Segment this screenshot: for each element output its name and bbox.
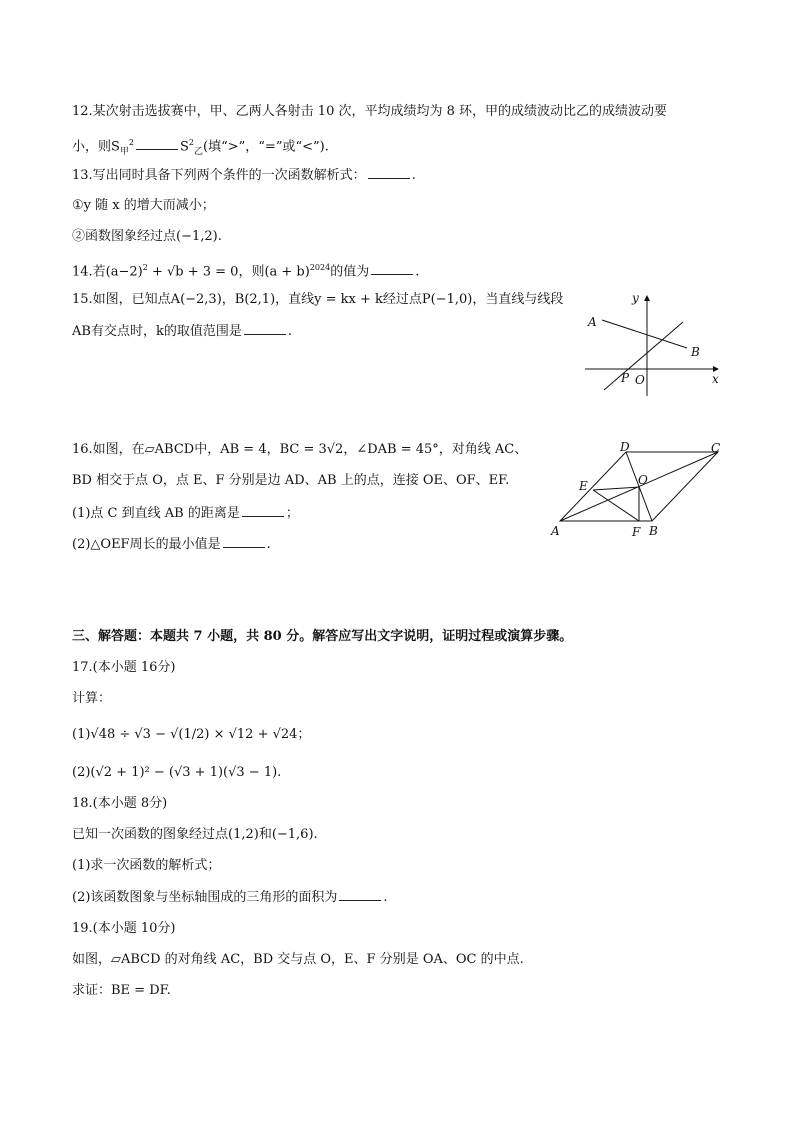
q15-answer-blank[interactable] <box>244 322 286 335</box>
q18-end: . <box>383 890 388 905</box>
label-y: y <box>632 291 639 305</box>
q12-sub-jia: 甲 <box>119 146 129 157</box>
q16-part1-blank[interactable] <box>242 504 284 517</box>
q16-part1 <box>72 504 299 523</box>
q18-part2 <box>72 888 388 907</box>
q15-end: . <box>287 324 292 339</box>
q14-exponent: 2024 <box>309 263 331 272</box>
q15-line2 <box>72 322 292 341</box>
q12-line2: 小，则$S_甲^2$ $S^2_乙$(填“>”，“=”或“<”). <box>72 138 329 157</box>
q18-answer-blank[interactable] <box>339 888 381 901</box>
q16-part1-text: (1)点 C 到直线 AB 的距离是 <box>72 506 240 521</box>
q13-line1 <box>72 166 416 185</box>
q14-text-b: + √b + 3 = 0，则(a + b) <box>147 264 310 280</box>
label-b: B <box>649 524 658 538</box>
q14-line: 14.若$(a-2)^2 + √b + 3 = 0$，则$(a + b)^{2024}$的值为 . <box>72 263 420 280</box>
q18-title: 18.(本小题 8分) <box>72 796 168 811</box>
q18-intro: 已知一次函数的图象经过点(1,2)和(−1,6). <box>72 827 318 842</box>
q17-part2: (2)(√2 + 1)² − (√3 + 1)(√3 − 1). <box>72 765 282 780</box>
q13-condition-2: ②函数图象经过点(−1,2). <box>72 229 222 244</box>
q12-answer-blank[interactable] <box>136 137 178 150</box>
q19-prove: 求证：BE = DF. <box>72 983 171 998</box>
section-3-heading: 三、解答题：本题共 7 小题，共 80 分。解答应写出文字说明，证明过程或演算步骤。 <box>72 629 573 644</box>
label-x: x <box>712 372 719 386</box>
label-o: O <box>638 473 648 487</box>
q12-text-b: S <box>180 139 189 155</box>
q16-part1-end: ； <box>285 506 299 521</box>
q16-part2 <box>72 535 271 554</box>
q16-line1: 16.如图，在▱ABCD中，AB = 4，BC = 3√2，∠DAB = 45°，对角线 AC、 <box>72 442 528 457</box>
segment-ab <box>602 320 687 348</box>
q18-part2-text: (2)该函数图象与坐标轴围成的三角形的面积为 <box>72 890 338 905</box>
q12-sub-yi: 乙 <box>194 146 204 157</box>
q15-text: AB有交点时，k的取值范围是 <box>72 324 242 339</box>
q16-part2-blank[interactable] <box>223 535 265 548</box>
q12-text-a: 小，则S <box>72 139 120 155</box>
q13-answer-blank[interactable] <box>368 166 410 179</box>
q14-end: . <box>415 264 420 280</box>
q15-line1: 15.如图，已知点A(−2,3)，B(2,1)，直线y = kx + k经过点P(−1,0)，当直线与线段 <box>72 292 564 307</box>
label-o: O <box>635 373 645 387</box>
q14-text-a: 14.若(a−2) <box>72 264 143 280</box>
segment-ef <box>593 490 639 521</box>
q17-title: 17.(本小题 16分) <box>72 660 176 675</box>
q12-text-c: (填“>”，“=”或“<”). <box>203 139 329 155</box>
label-c: C <box>711 441 721 455</box>
label-b: B <box>691 345 700 359</box>
q16-line2: BD 相交于点 O，点 E、F 分别是边 AD、AB 上的点，连接 OE、OF、EF. <box>72 473 510 488</box>
q19-intro: 如图，▱ABCD 的对角线 AC，BD 交与点 O，E、F 分别是 OA、OC 的中点. <box>72 952 524 967</box>
q14-text-c: 的值为 <box>330 264 370 280</box>
label-f: F <box>632 525 641 539</box>
q16-part2-end: . <box>266 537 271 552</box>
label-a: A <box>588 315 597 329</box>
label-p: P <box>621 371 630 385</box>
q16-figure <box>545 438 730 542</box>
q16-part2-text: (2)△OEF周长的最小值是 <box>72 537 221 552</box>
label-e: E <box>579 479 588 493</box>
label-a: A <box>551 524 560 538</box>
label-d: D <box>620 440 630 454</box>
q12-line1: 12.某次射击选拔赛中，甲、乙两人各射击 10 次，平均成绩均为 8 环，甲的成绩波动比乙的成绩波动要 <box>72 104 668 119</box>
q17-intro: 计算： <box>72 691 112 706</box>
q13-text: 13.写出同时具备下列两个条件的一次函数解析式： <box>72 168 366 183</box>
q17-part1: (1)√48 ÷ √3 − √(1/2) × √12 + √24； <box>72 727 311 742</box>
q19-title: 19.(本小题 10分) <box>72 921 176 936</box>
q14-answer-blank[interactable] <box>371 262 413 275</box>
q13-condition-1: ①y 随 x 的增大而减小； <box>72 198 215 213</box>
q18-part1: (1)求一次函数的解析式； <box>72 858 221 873</box>
q15-figure <box>580 286 730 398</box>
q13-end: . <box>411 168 416 183</box>
